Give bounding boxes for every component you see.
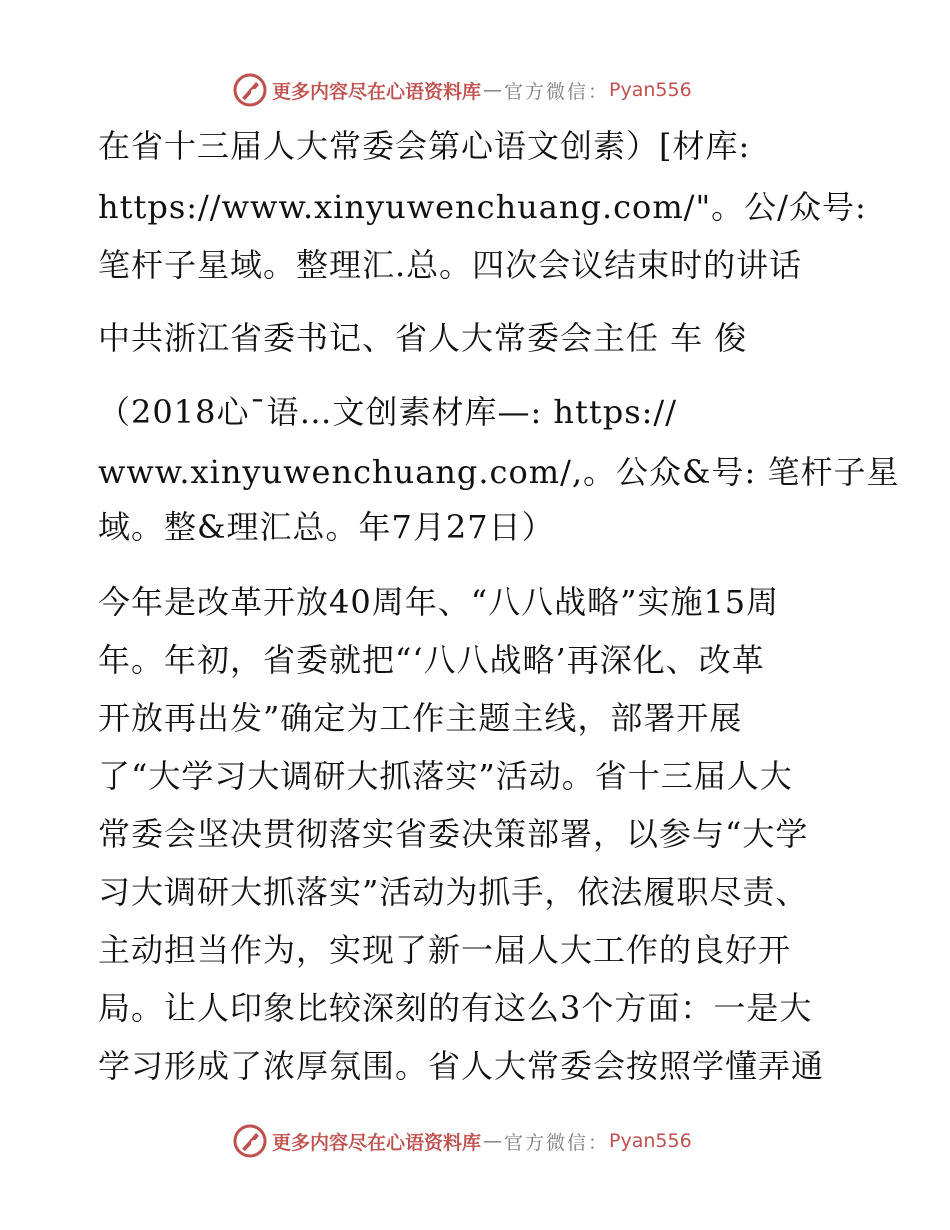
body-line: 了“大学习大调研大抓落实”活动。省十三届人大 <box>98 757 793 795</box>
banner-official: 官方微信： <box>504 80 610 103</box>
banner-handle: Pyan556 <box>609 79 692 101</box>
body-line: 习大调研大抓落实”活动为抓手，依法履职尽责、 <box>98 873 809 911</box>
title-line: 笔杆子星域。整理汇.总。四次会议结束时的讲话 <box>98 246 803 284</box>
body-line: 今年是改革开放40周年、“八八战略”实施15周 <box>98 583 780 621</box>
body-line: 主动担当作为，实现了新一届人大工作的良好开 <box>98 931 792 969</box>
body-line: 常委会坚决贯彻落实省委决策部署，以参与“大学 <box>98 815 809 853</box>
body-line: 学习形成了浓厚氛围。省人大常委会按照学懂弄通 <box>98 1047 825 1085</box>
body-line: 年。年初，省委就把“‘八八战略’再深化、改革 <box>98 641 765 679</box>
footer-banner <box>232 1123 692 1159</box>
author-line: 中共浙江省委书记、省人大常委会主任 车 俊 <box>98 319 748 357</box>
pen-circle-logo-icon <box>232 72 268 108</box>
banner-official: 官方微信： <box>504 1131 610 1154</box>
title-line: 在省十三届人大常委会第心语文创素）[材库: <box>98 127 751 165</box>
banner-text: 更多内容尽在心语资料库 <box>272 80 482 103</box>
banner-dash: — <box>483 1130 503 1152</box>
body-line: 局。让人印象比较深刻的有这么3个方面：一是大 <box>98 989 813 1027</box>
title-line: https://www.xinyuwenchuang.com/"。公/众号: <box>98 188 867 226</box>
banner-dash: — <box>483 79 503 101</box>
banner-handle: Pyan556 <box>609 1130 692 1152</box>
banner-text: 更多内容尽在心语资料库 <box>272 1131 482 1154</box>
body-line: 开放再出发”确定为工作主题主线，部署开展 <box>98 699 743 737</box>
pen-circle-logo-icon <box>232 1123 268 1159</box>
header-banner <box>232 72 692 108</box>
date-line: www.xinyuwenchuang.com/,。公众&号: 笔杆子星 <box>98 453 900 491</box>
date-line: 域。整&理汇总。年7月27日） <box>98 508 555 546</box>
date-line: （2018心¯语…文创素材库—: https:// <box>98 393 677 431</box>
